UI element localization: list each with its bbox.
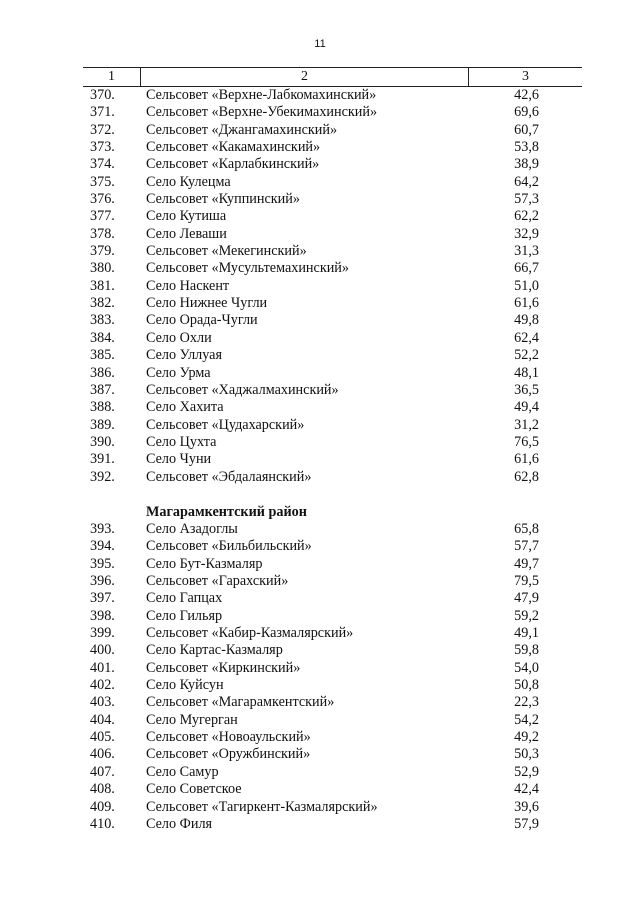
row-name: Сельсовет «Цудахарский»	[146, 416, 305, 433]
table-row	[0, 694, 640, 711]
row-name: Сельсовет «Мекегинский»	[146, 243, 307, 260]
table-row	[0, 104, 640, 121]
table-row	[0, 382, 640, 399]
row-name: Село Картас-Казмаляр	[146, 642, 283, 659]
row-value: 61,6	[514, 451, 539, 468]
row-number: 394.	[90, 538, 115, 555]
row-name: Сельсовет «Новоаульский»	[146, 729, 311, 746]
row-number: 384.	[90, 329, 115, 346]
table-row	[0, 677, 640, 694]
table-body-upper	[0, 87, 640, 486]
table-row	[0, 660, 640, 677]
table-row	[0, 573, 640, 590]
section-title: Магарамкентский район	[146, 504, 307, 520]
row-number: 406.	[90, 746, 115, 763]
row-name: Село Охли	[146, 329, 212, 346]
row-value: 57,3	[514, 191, 539, 208]
row-value: 62,8	[514, 468, 539, 485]
row-number: 398.	[90, 607, 115, 624]
row-number: 372.	[90, 121, 115, 138]
row-number: 393.	[90, 521, 115, 537]
row-number: 387.	[90, 381, 115, 398]
row-number: 379.	[90, 243, 115, 260]
table-body-lower	[0, 521, 640, 833]
row-value: 36,5	[514, 381, 539, 398]
table-row	[0, 122, 640, 139]
row-number: 400.	[90, 642, 115, 659]
row-name: Сельсовет «Мусультемахинский»	[146, 260, 349, 277]
table-row	[0, 417, 640, 434]
row-number: 381.	[90, 277, 115, 294]
table-row	[0, 312, 640, 329]
table-row	[0, 538, 640, 555]
row-name: Сельсовет «Куппинский»	[146, 191, 300, 208]
table-row	[0, 816, 640, 833]
row-value: 52,2	[514, 347, 539, 364]
row-number: 389.	[90, 416, 115, 433]
row-number: 405.	[90, 729, 115, 746]
table-row	[0, 590, 640, 607]
row-name: Сельсовет «Хаджалмахинский»	[146, 381, 339, 398]
table-row	[0, 764, 640, 781]
row-value: 31,2	[514, 416, 539, 433]
table-row	[0, 556, 640, 573]
header-col-3: 3	[522, 69, 529, 84]
row-number: 402.	[90, 677, 115, 694]
row-name: Сельсовет «Магарамкентский»	[146, 694, 335, 711]
row-value: 47,9	[514, 590, 539, 607]
header-col-2: 2	[141, 68, 469, 86]
row-value: 42,4	[514, 781, 539, 798]
row-value: 62,2	[514, 208, 539, 225]
row-name: Село Филя	[146, 815, 213, 832]
page-number: 11	[314, 38, 326, 50]
header-col-1: 1	[83, 68, 141, 86]
row-number: 385.	[90, 347, 115, 364]
row-number: 409.	[90, 798, 115, 815]
table-row	[0, 191, 640, 208]
row-number: 370.	[90, 87, 115, 103]
row-name: Село Хахита	[146, 399, 224, 416]
row-name: Сельсовет «Гарахский»	[146, 573, 289, 590]
row-number: 375.	[90, 173, 115, 190]
row-value: 31,3	[514, 243, 539, 260]
table-row	[0, 799, 640, 816]
row-name: Сельсовет «Эбдалаянский»	[146, 468, 312, 485]
row-number: 383.	[90, 312, 115, 329]
row-value: 76,5	[514, 433, 539, 450]
row-name: Село Советское	[146, 781, 242, 798]
table-row	[0, 434, 640, 451]
table-row	[0, 278, 640, 295]
row-value: 32,9	[514, 225, 539, 242]
row-value: 50,3	[514, 746, 539, 763]
row-number: 371.	[90, 104, 115, 121]
row-name: Село Гильяр	[146, 607, 223, 624]
row-number: 410.	[90, 815, 115, 832]
row-name: Сельсовет «Какамахинский»	[146, 139, 321, 156]
row-name: Село Цухта	[146, 433, 217, 450]
table-row	[0, 87, 640, 104]
table-row	[0, 746, 640, 763]
table-row	[0, 295, 640, 312]
table-row	[0, 243, 640, 260]
table-row	[0, 712, 640, 729]
row-value: 49,1	[514, 625, 539, 642]
table-header	[83, 67, 582, 87]
table-row	[0, 226, 640, 243]
row-value: 66,7	[514, 260, 539, 277]
row-number: 401.	[90, 659, 115, 676]
row-name: Сельсовет «Джангамахинский»	[146, 121, 338, 138]
row-value: 38,9	[514, 156, 539, 173]
row-value: 42,6	[514, 87, 539, 103]
row-name: Село Кутиша	[146, 208, 227, 225]
row-value: 59,8	[514, 642, 539, 659]
row-value: 49,7	[514, 555, 539, 572]
row-name: Село Куйсун	[146, 677, 224, 694]
row-number: 408.	[90, 781, 115, 798]
table-row	[0, 451, 640, 468]
row-name: Село Гапцах	[146, 590, 223, 607]
row-name: Село Бут-Казмаляр	[146, 555, 263, 572]
row-value: 64,2	[514, 173, 539, 190]
row-value: 22,3	[514, 694, 539, 711]
row-number: 373.	[90, 139, 115, 156]
row-number: 382.	[90, 295, 115, 312]
table-row	[0, 156, 640, 173]
row-value: 60,7	[514, 121, 539, 138]
row-value: 59,2	[514, 607, 539, 624]
row-number: 377.	[90, 208, 115, 225]
row-value: 49,2	[514, 729, 539, 746]
row-value: 39,6	[514, 798, 539, 815]
row-value: 62,4	[514, 329, 539, 346]
row-name: Село Урма	[146, 364, 211, 381]
row-number: 395.	[90, 555, 115, 572]
table-row	[0, 139, 640, 156]
row-number: 391.	[90, 451, 115, 468]
row-number: 403.	[90, 694, 115, 711]
row-name: Село Азадоглы	[146, 521, 238, 537]
row-number: 388.	[90, 399, 115, 416]
table-row	[0, 260, 640, 277]
table-row	[0, 330, 640, 347]
row-name: Сельсовет «Верхне-Лабкомахинский»	[146, 87, 377, 103]
row-number: 392.	[90, 468, 115, 485]
row-number: 378.	[90, 225, 115, 242]
row-name: Сельсовет «Карлабкинский»	[146, 156, 320, 173]
table-row	[0, 608, 640, 625]
row-value: 57,7	[514, 538, 539, 555]
row-value: 65,8	[514, 521, 539, 537]
row-value: 79,5	[514, 573, 539, 590]
row-name: Сельсовет «Оружбинский»	[146, 746, 311, 763]
row-name: Село Самур	[146, 763, 219, 780]
row-number: 397.	[90, 590, 115, 607]
row-number: 390.	[90, 433, 115, 450]
row-value: 54,2	[514, 711, 539, 728]
row-name: Село Орада-Чугли	[146, 312, 258, 329]
row-value: 51,0	[514, 277, 539, 294]
row-number: 404.	[90, 711, 115, 728]
row-value: 57,9	[514, 815, 539, 832]
table-row	[0, 208, 640, 225]
row-name: Село Нижнее Чугли	[146, 295, 268, 312]
row-value: 49,4	[514, 399, 539, 416]
row-name: Село Мугерган	[146, 711, 238, 728]
row-value: 69,6	[514, 104, 539, 121]
row-name: Сельсовет «Киркинский»	[146, 659, 301, 676]
row-number: 374.	[90, 156, 115, 173]
row-name: Сельсовет «Кабир-Казмалярский»	[146, 625, 354, 642]
table-row	[0, 625, 640, 642]
table-row	[0, 781, 640, 798]
table-row	[0, 469, 640, 486]
row-number: 399.	[90, 625, 115, 642]
table-row	[0, 365, 640, 382]
row-number: 376.	[90, 191, 115, 208]
row-name: Село Наскент	[146, 277, 230, 294]
row-number: 396.	[90, 573, 115, 590]
row-name: Село Чуни	[146, 451, 212, 468]
row-value: 53,8	[514, 139, 539, 156]
row-number: 407.	[90, 763, 115, 780]
row-name: Село Кулецма	[146, 173, 231, 190]
table-row	[0, 174, 640, 191]
row-name: Село Уллуая	[146, 347, 222, 364]
row-name: Село Леваши	[146, 225, 227, 242]
row-value: 48,1	[514, 364, 539, 381]
table-row	[0, 729, 640, 746]
table-row	[0, 521, 640, 538]
table-row	[0, 399, 640, 416]
table-row	[0, 347, 640, 364]
row-value: 49,8	[514, 312, 539, 329]
row-number: 380.	[90, 260, 115, 277]
row-number: 386.	[90, 364, 115, 381]
row-value: 54,0	[514, 659, 539, 676]
row-name: Сельсовет «Бильбильский»	[146, 538, 312, 555]
table-row	[0, 642, 640, 659]
row-name: Сельсовет «Тагиркент-Казмалярский»	[146, 798, 378, 815]
row-value: 50,8	[514, 677, 539, 694]
row-name: Сельсовет «Верхне-Убекимахинский»	[146, 104, 378, 121]
row-value: 52,9	[514, 763, 539, 780]
row-value: 61,6	[514, 295, 539, 312]
